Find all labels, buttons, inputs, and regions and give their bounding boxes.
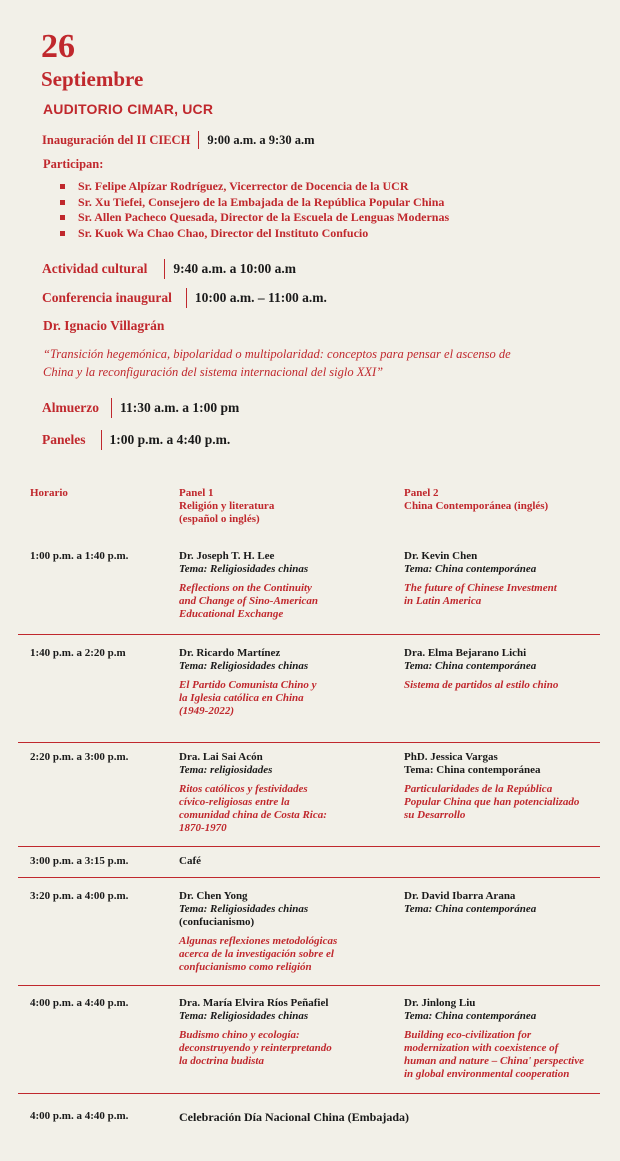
inauguration-line (42, 131, 315, 149)
speaker-name: Dra. Lai Sai Acón (179, 751, 263, 763)
cultural-label: Actividad cultural (42, 261, 148, 276)
talk-topic: Tema: Religiosidades chinas (179, 903, 309, 915)
speaker-name: Dr. Jinlong Liu (404, 997, 476, 1009)
separator-bar (101, 430, 102, 450)
talk-title-line: deconstruyendo y reinterpretando (179, 1042, 332, 1054)
talk-title-line: Ritos católicos y festividades (179, 783, 308, 795)
speaker-name: PhD. Jessica Vargas (404, 751, 498, 763)
row-divider (18, 846, 600, 847)
talk-topic-extra: (confucianismo) (179, 916, 255, 928)
talk-title-line: la Iglesia católica en China (179, 692, 304, 704)
speaker-name: Dra. Elma Bejarano Lichi (404, 647, 527, 659)
talk-title-line: and Change of Sino-American (179, 595, 319, 607)
talk-topic: Tema: China contemporánea (404, 660, 537, 672)
panel-1-cell (179, 550, 384, 621)
header-panel-2-line: Panel 2 (404, 487, 439, 499)
separator-bar (164, 259, 165, 279)
panel-1-cell (179, 751, 384, 835)
talk-title-line: human and nature – China' perspective (404, 1055, 585, 1067)
talk-topic: Tema: religiosidades (179, 764, 273, 776)
talk-topic: Tema: China contemporánea (404, 764, 541, 776)
speaker-name: Dr. David Ibarra Arana (404, 890, 516, 902)
talk-title-line: acerca de la investigación sobre el (179, 948, 334, 960)
talk-topic: Tema: Religiosidades chinas (179, 1010, 309, 1022)
panels-time: 1:00 p.m. a 4:40 p.m. (109, 432, 231, 447)
talk-title (179, 783, 384, 835)
panel-2-cell (404, 647, 609, 692)
talk-title-line: confucianismo como religión (179, 961, 312, 973)
conference-title: “Transición hegemónica, bipolaridad o multipolaridad: conceptos para pensar el ascenso de China y la reconfiguración del sistema internacional del siglo XXI” (43, 347, 511, 379)
conference-label: Conferencia inaugural (42, 290, 172, 305)
closing-event: Celebración Día Nacional China (Embajada) (179, 1110, 410, 1124)
speaker-name: Dr. Joseph T. H. Lee (179, 550, 275, 562)
talk-title-line: The future of Chinese Investment (404, 582, 557, 594)
participant-item: Sr. Felipe Alpízar Rodríguez, Vicerrector de Docencia de la UCR (60, 179, 449, 195)
speaker-name: Dr. Kevin Chen (404, 550, 478, 562)
talk-title-line: Sistema de partidos al estilo chino (404, 679, 559, 691)
row-time: 4:00 p.m. a 4:40 p.m. (30, 1110, 129, 1122)
row-divider (18, 742, 600, 743)
conference-speaker: Dr. Ignacio Villagrán (43, 318, 165, 333)
talk-title-line: El Partido Comunista Chino y (179, 679, 317, 691)
talk-title-line: Budismo chino y ecología: (179, 1029, 300, 1041)
talk-title-line: su Desarrollo (404, 809, 466, 821)
row-time: 3:00 p.m. a 3:15 p.m. (30, 855, 129, 867)
venue-title: AUDITORIO CIMAR, UCR (43, 101, 214, 117)
talk-title (179, 935, 384, 974)
header-panel-2 (404, 487, 548, 513)
header-horario: Horario (30, 487, 68, 499)
panel-1-cell (179, 890, 384, 974)
break-label: Café (179, 855, 201, 867)
speaker-name: Dr. Ricardo Martínez (179, 647, 281, 659)
panels-label: Paneles (42, 432, 86, 447)
separator-bar (111, 398, 112, 418)
row-divider (18, 877, 600, 878)
talk-title-line: (1949-2022) (179, 705, 234, 717)
talk-topic: Tema: China contemporánea (404, 903, 537, 915)
talk-topic: Tema: Religiosidades chinas (179, 563, 309, 575)
row-time: 2:20 p.m. a 3:00 p.m. (30, 751, 129, 763)
conference-time: 10:00 a.m. – 11:00 a.m. (194, 290, 327, 305)
participant-item: Sr. Allen Pacheco Quesada, Director de la Escuela de Lenguas Modernas (60, 210, 449, 226)
panels-line (42, 430, 230, 450)
participants-list (60, 179, 449, 241)
talk-title (404, 679, 609, 692)
panel-2-cell (404, 751, 609, 822)
separator-bar (186, 288, 187, 308)
row-time: 3:20 p.m. a 4:00 p.m. (30, 890, 129, 902)
talk-title-line: Reflections on the Continuity (179, 582, 312, 594)
lunch-label: Almuerzo (42, 400, 99, 415)
talk-title (179, 1029, 384, 1068)
event-day: 26 (41, 28, 75, 65)
talk-title (179, 679, 384, 718)
talk-title-line: Popular China que han potencializado (404, 796, 580, 808)
row-time: 1:00 p.m. a 1:40 p.m. (30, 550, 129, 562)
inauguration-label: Inauguración del II CIECH (42, 132, 191, 147)
panel-2-cell (404, 550, 609, 608)
panel-2-cell (404, 890, 609, 916)
separator-bar (198, 131, 199, 149)
talk-title (404, 582, 609, 608)
talk-title-line: in Latin America (404, 595, 482, 607)
panel-1-cell (179, 647, 384, 718)
talk-title (179, 582, 384, 621)
header-panel-1-line: Religión y literatura (179, 500, 275, 512)
talk-topic: Tema: China contemporánea (404, 563, 537, 575)
talk-title (404, 1029, 609, 1081)
header-panel-1-line: (español o inglés) (179, 513, 260, 525)
talk-title-line: Algunas reflexiones metodológicas (179, 935, 338, 947)
speaker-name: Dra. María Elvira Ríos Peñafiel (179, 997, 329, 1009)
talk-title-line: 1870-1970 (179, 822, 227, 834)
cultural-line (42, 259, 296, 279)
talk-title-line: Particularidades de la República (404, 783, 553, 795)
talk-title (404, 783, 609, 822)
panel-2-cell (404, 997, 609, 1081)
header-panel-1 (179, 487, 274, 526)
participant-item: Sr. Kuok Wa Chao Chao, Director del Instituto Confucio (60, 226, 449, 242)
talk-title-line: in global environmental cooperation (404, 1068, 570, 1080)
talk-title-line: modernization with coexistence of (404, 1042, 559, 1054)
talk-title-line: comunidad china de Costa Rica: (179, 809, 327, 821)
header-panel-2-line: China Contemporánea (inglés) (404, 500, 549, 512)
panel-1-cell (179, 997, 384, 1068)
row-divider (18, 634, 600, 635)
row-divider (18, 1093, 600, 1094)
lunch-line (42, 398, 239, 418)
speaker-name: Dr. Chen Yong (179, 890, 248, 902)
talk-title-line: cívico-religiosas entre la (179, 796, 290, 808)
lunch-time: 11:30 a.m. a 1:00 pm (119, 400, 240, 415)
talk-title-line: la doctrina budista (179, 1055, 264, 1067)
talk-title-line: Building eco-civilization for (404, 1029, 532, 1041)
inauguration-time: 9:00 a.m. a 9:30 a.m (207, 132, 315, 147)
conference-line (42, 288, 327, 308)
talk-title-line: Educational Exchange (179, 608, 284, 620)
row-time: 4:00 p.m. a 4:40 p.m. (30, 997, 129, 1009)
row-time: 1:40 p.m. a 2:20 p.m (30, 647, 126, 659)
talk-topic: Tema: Religiosidades chinas (179, 660, 309, 672)
row-divider (18, 985, 600, 986)
participant-item: Sr. Xu Tiefei, Consejero de la Embajada de la República Popular China (60, 195, 449, 211)
header-panel-1-line: Panel 1 (179, 487, 214, 499)
talk-topic: Tema: China contemporánea (404, 1010, 537, 1022)
cultural-time: 9:40 a.m. a 10:00 a.m (173, 261, 296, 276)
participants-label: Participan: (43, 157, 104, 171)
event-month: Septiembre (41, 67, 144, 91)
